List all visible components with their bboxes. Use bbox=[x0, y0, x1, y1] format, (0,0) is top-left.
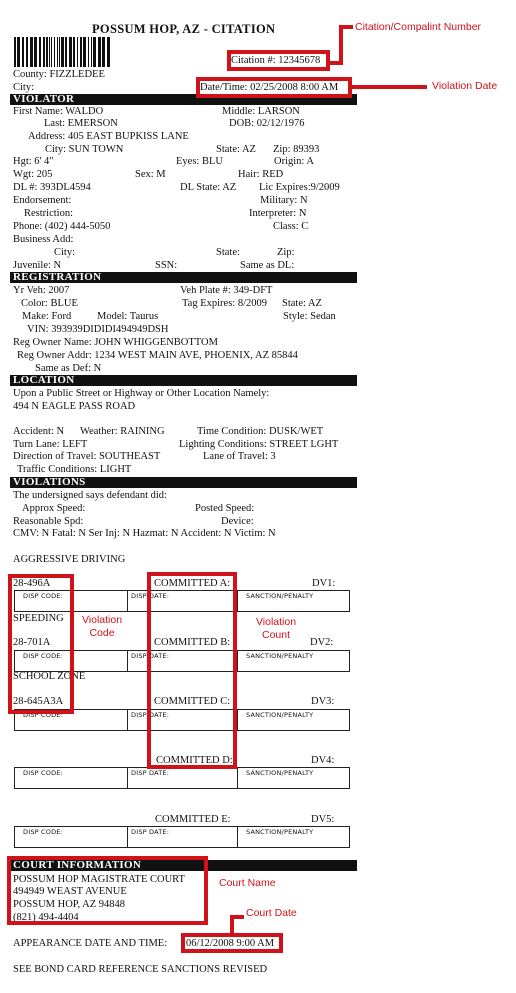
citation-number-annotation: Citation/Compalint Number bbox=[355, 21, 482, 33]
approx-speed: Approx Speed: bbox=[22, 503, 86, 514]
committed-d: COMMITTED D: bbox=[156, 755, 233, 766]
court-section-header: COURT INFORMATION bbox=[10, 860, 357, 871]
disp-code-label: DISP CODE: bbox=[23, 592, 63, 600]
origin: Origin: A bbox=[274, 156, 314, 167]
violation-2-code: 28-701A bbox=[13, 637, 51, 648]
court-date-annotation: Court Date bbox=[246, 907, 297, 919]
last-name: Last: EMERSON bbox=[44, 118, 118, 129]
lighting-conditions: Lighting Conditions: STREET LGHT bbox=[179, 439, 339, 450]
location-label: Upon a Public Street or Highway or Other Location Namely: bbox=[13, 388, 270, 399]
violations-section-header: VIOLATIONS bbox=[10, 477, 357, 488]
sanction-label: SANCTION/PENALTY bbox=[246, 828, 314, 836]
disp-code-label: DISP CODE: bbox=[23, 652, 63, 660]
sanction-label: SANCTION/PENALTY bbox=[246, 652, 314, 660]
violation-code-highlight bbox=[8, 574, 74, 714]
court-date-connector bbox=[230, 915, 244, 919]
dv4: DV4: bbox=[311, 755, 335, 766]
license-expires: Lic Expires:9/2009 bbox=[259, 182, 340, 193]
violation-count-annotation-text: Violation Count bbox=[255, 616, 297, 641]
sanction-label: SANCTION/PENALTY bbox=[246, 769, 314, 777]
weather: Weather: RAINING bbox=[80, 426, 165, 437]
appearance-label: APPEARANCE DATE AND TIME: bbox=[13, 938, 168, 949]
registration-section-header: REGISTRATION bbox=[10, 272, 357, 283]
vehicle-year: Yr Veh: 2007 bbox=[13, 285, 70, 296]
appearance-datetime: 06/12/2008 9:00 AM bbox=[186, 938, 275, 949]
address: Address: 405 EAST BUPKISS LANE bbox=[28, 131, 189, 142]
reasonable-speed: Reasonable Spd: bbox=[13, 516, 84, 527]
disposition-row bbox=[14, 767, 350, 789]
committed-e: COMMITTED E: bbox=[155, 814, 231, 825]
time-condition: Time Condition: DUSK/WET bbox=[197, 426, 324, 437]
disp-code-label: DISP CODE: bbox=[23, 769, 63, 777]
disposition-row bbox=[14, 826, 350, 848]
court-phone: (821) 494-4404 bbox=[13, 912, 79, 923]
direction-of-travel: Direction of Travel: SOUTHEAST bbox=[13, 451, 161, 462]
undersigned-says: The undersigned says defendant did: bbox=[13, 490, 167, 501]
accident: Accident: N bbox=[13, 426, 65, 437]
citation-connector bbox=[339, 25, 353, 29]
disp-date-label: DISP DATE: bbox=[131, 652, 170, 660]
sanction-label: SANCTION/PENALTY bbox=[246, 711, 314, 719]
city: City: bbox=[13, 82, 35, 93]
owner-address: Reg Owner Addr: 1234 WEST MAIN AVE, PHOENIX, AZ 85844 bbox=[17, 350, 298, 361]
violation-1-description: AGGRESSIVE DRIVING bbox=[13, 554, 126, 565]
license-class: Class: C bbox=[273, 221, 309, 232]
phone: Phone: (402) 444-5050 bbox=[13, 221, 111, 232]
tag-expires: Tag Expires: 8/2009 bbox=[182, 298, 267, 309]
violation-flags: CMV: N Fatal: N Ser Inj: N Hazmat: N Accident: N Victim: N bbox=[13, 528, 276, 539]
state-field: State: AZ bbox=[216, 144, 256, 155]
dv2: DV2: bbox=[310, 637, 334, 648]
county: County: FIZZLEDEE bbox=[13, 69, 105, 80]
business-city: City: bbox=[54, 247, 76, 258]
dv5: DV5: bbox=[311, 814, 335, 825]
weight: Wgt: 205 bbox=[13, 169, 53, 180]
zip-field: Zip: 89393 bbox=[273, 144, 320, 155]
violator-section-header: VIOLATOR bbox=[10, 94, 357, 105]
vin: VIN: 393939DIDIDI494949DSH bbox=[27, 324, 169, 335]
business-address: Business Add: bbox=[13, 234, 74, 245]
traffic-conditions: Traffic Conditions: LIGHT bbox=[17, 464, 132, 475]
lane-of-travel: Lane of Travel: 3 bbox=[203, 451, 276, 462]
violation-code-annotation-text: Violation Code bbox=[81, 614, 123, 639]
vehicle-model: Model: Taurus bbox=[97, 311, 159, 322]
vehicle-color: Color: BLUE bbox=[21, 298, 78, 309]
turn-lane: Turn Lane: LEFT bbox=[13, 439, 88, 450]
court-name-annotation: Court Name bbox=[219, 877, 276, 889]
document-title: POSSUM HOP, AZ - CITATION bbox=[92, 22, 276, 36]
sanction-label: SANCTION/PENALTY bbox=[246, 592, 314, 600]
vehicle-make: Make: Ford bbox=[22, 311, 72, 322]
eyes: Eyes: BLU bbox=[176, 156, 223, 167]
sex: Sex: M bbox=[135, 169, 166, 180]
dv3: DV3: bbox=[311, 696, 335, 707]
bond-reference: SEE BOND CARD REFERENCE SANCTIONS REVISED bbox=[13, 964, 268, 975]
violation-count-annotation bbox=[246, 616, 306, 642]
court-name: POSSUM HOP MAGISTRATE COURT bbox=[13, 874, 185, 885]
violation-date-highlight bbox=[196, 77, 352, 98]
ssn: SSN: bbox=[155, 260, 178, 271]
disp-code-label: DISP CODE: bbox=[23, 711, 63, 719]
business-zip: Zip: bbox=[277, 247, 295, 258]
vehicle-plate: Veh Plate #: 349-DFT bbox=[180, 285, 273, 296]
restriction: Restriction: bbox=[24, 208, 73, 219]
court-street: 494949 WEAST AVENUE bbox=[13, 886, 127, 897]
device: Device: bbox=[221, 516, 254, 527]
disp-date-label: DISP DATE: bbox=[131, 828, 170, 836]
city-field: City: SUN TOWN bbox=[45, 144, 124, 155]
court-city-state: POSSUM HOP, AZ 94848 bbox=[13, 899, 126, 910]
vehicle-style: Style: Sedan bbox=[283, 311, 336, 322]
disp-code-label: DISP CODE: bbox=[23, 828, 63, 836]
dl-state: DL State: AZ bbox=[180, 182, 237, 193]
citation-number-highlight bbox=[227, 50, 330, 71]
violation-code-annotation bbox=[78, 614, 126, 640]
violation-1-code: 28-496A bbox=[13, 578, 51, 589]
height: Hgt: 6' 4" bbox=[13, 156, 54, 167]
citation-connector bbox=[339, 25, 343, 65]
hair: Hair: RED bbox=[238, 169, 284, 180]
violation-date-connector bbox=[351, 85, 427, 89]
violation-3-code: 28-645A3A bbox=[13, 696, 64, 707]
committed-a: COMMITTED A: bbox=[154, 578, 231, 589]
business-state: State: bbox=[216, 247, 240, 258]
committed-c: COMMITTED C: bbox=[154, 696, 231, 707]
same-as-dl: Same as DL: bbox=[240, 260, 295, 271]
committed-b: COMMITTED B: bbox=[154, 637, 231, 648]
court-date-highlight bbox=[181, 933, 283, 953]
juvenile: Juvenile: N bbox=[13, 260, 62, 271]
dv1: DV1: bbox=[312, 578, 336, 589]
dob: DOB: 02/12/1976 bbox=[229, 118, 305, 129]
violation-date-annotation: Violation Date bbox=[432, 80, 498, 92]
disp-date-label: DISP DATE: bbox=[131, 769, 170, 777]
owner-name: Reg Owner Name: JOHN WHIGGENBOTTOM bbox=[13, 337, 218, 348]
violation-3-description: SCHOOL ZONE bbox=[13, 671, 86, 682]
dl-number: DL #: 393DL4594 bbox=[13, 182, 91, 193]
interpreter: Interpreter: N bbox=[249, 208, 307, 219]
registration-state: State: AZ bbox=[282, 298, 322, 309]
middle-name: Middle: LARSON bbox=[222, 106, 300, 117]
violation-datetime: Date/Time: 02/25/2008 8:00 AM bbox=[200, 82, 339, 93]
location-street: 494 N EAGLE PASS ROAD bbox=[13, 401, 136, 412]
posted-speed: Posted Speed: bbox=[195, 503, 255, 514]
disp-date-label: DISP DATE: bbox=[131, 592, 170, 600]
court-name-highlight bbox=[7, 856, 208, 925]
violation-count-highlight bbox=[147, 572, 237, 769]
same-as-defendant: Same as Def: N bbox=[35, 363, 102, 374]
first-name: First Name: WALDO bbox=[13, 106, 104, 117]
violation-2-description: SPEEDING bbox=[13, 613, 64, 624]
military: Military: N bbox=[260, 195, 308, 206]
location-section-header: LOCATION bbox=[10, 375, 357, 386]
barcode bbox=[14, 37, 112, 67]
endorsement: Endorsement: bbox=[13, 195, 72, 206]
citation-connector bbox=[329, 61, 343, 65]
citation-number: Citation #: 12345678 bbox=[231, 55, 321, 66]
disp-date-label: DISP DATE: bbox=[131, 711, 170, 719]
